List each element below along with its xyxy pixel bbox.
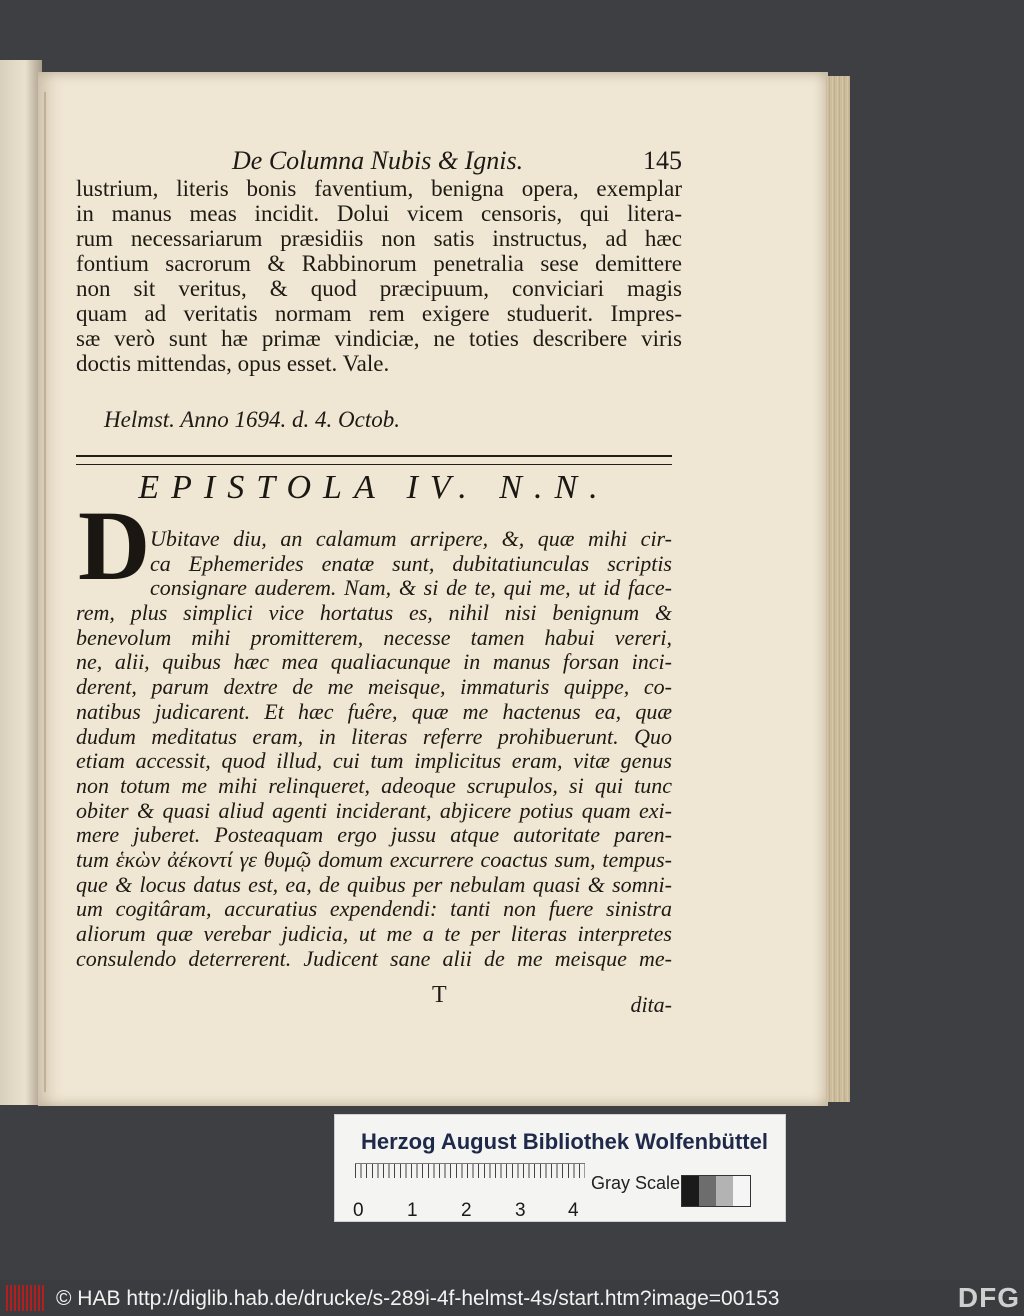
text-line: sæ verò sunt hæ primæ vindiciæ, ne toties describere viris (76, 326, 682, 351)
text-line: aliorum quæ verebar judicia, ut me a te per literas interpretes (76, 922, 672, 946)
dfg-logo: DFG (957, 1282, 1020, 1313)
text-line: Ubitave diu, an calamum arripere, &, quæ mihi cir- (150, 527, 672, 551)
date-signature: Helmst. Anno 1694. d. 4. Octob. (104, 407, 401, 432)
text-line: etiam accessit, quod illud, cui tum implicitus eram, vitæ genus (76, 749, 672, 774)
text-line: fontium sacrorum & Rabbinorum penetralia sese demittere (76, 251, 682, 276)
swatch (682, 1176, 699, 1206)
swatch (733, 1176, 750, 1206)
running-head-title: De Columna Nubis & Ignis. (232, 146, 524, 175)
scale-number: 4 (568, 1200, 579, 1221)
source-link[interactable]: © HAB http://diglib.hab.de/drucke/s-289i-4f-helmst-4s/start.htm?image=00153 (56, 1287, 780, 1310)
scale-number: 3 (515, 1200, 526, 1221)
text-line: non sit veritus, & quod præcipuum, conviciari magis (76, 276, 682, 301)
color-calibration-card (334, 1114, 786, 1222)
text-line: que & locus datus est, ea, de quibus per nebulam quasi & somni- (76, 872, 672, 897)
gray-scale-label: Gray Scale (591, 1173, 681, 1193)
swatch (699, 1176, 716, 1206)
text-line: ca Ephemerides enatæ sunt, dubitatiunculas scriptis (150, 551, 672, 576)
swatch (716, 1176, 733, 1206)
running-head (232, 146, 682, 178)
italic-paragraph (76, 527, 672, 971)
scale-number: 1 (407, 1200, 418, 1221)
signature-mark: T (432, 982, 447, 1008)
text-line: tum ἑκὼν ἀέκοντί γε θυμῷ domum excurrere coactus sum, tempus- (76, 847, 672, 872)
ruler-ticks (355, 1164, 585, 1190)
text-line: obiter & quasi aliud agenti inciderant, abjicere potius quam exi- (76, 798, 672, 823)
double-rule (76, 455, 672, 465)
gray-swatches (681, 1175, 751, 1207)
text-line: consulendo deterrerent. Judicent sane alii de me meisque me- (76, 946, 672, 971)
page-edges (826, 76, 850, 1102)
text-line: consignare auderem. Nam, & si de te, qui me, ut id face- (150, 576, 672, 601)
page-number: 145 (643, 146, 682, 175)
catchword: dita- (630, 992, 672, 1017)
catchword-row (76, 982, 672, 1022)
text-line: mere juberet. Posteaquam ergo jussu atque autoritate paren- (76, 823, 672, 848)
scale-ruler (355, 1163, 585, 1194)
library-name: Herzog August Bibliothek Wolfenbüttel (361, 1129, 768, 1154)
scale-number: 2 (461, 1200, 472, 1221)
text-line: lustrium, literis bonis faventium, benigna opera, exemplar (76, 176, 682, 201)
gutter-shadow (44, 92, 46, 1092)
text-line: quam ad veritatis normam rem exigere studuerit. Impres- (76, 301, 682, 326)
text-line: ne, alii, quibus hæc mea qualiacunque in manus forsan inci- (76, 650, 672, 675)
text-line: derent, parum dextre de me meisque, immaturis quippe, co- (76, 675, 672, 700)
text-line: um cogitâram, accuratius expendendi: tanti non fuere sinistra (76, 897, 672, 922)
scale-number: 0 (353, 1200, 364, 1221)
text-line: non totum me mihi relinqueret, adeoque scrupulos, si qui tunc (76, 773, 672, 798)
text-line: in manus meas incidit. Dolui vicem censoris, qui litera- (76, 201, 682, 226)
footer-bar (0, 1280, 1024, 1316)
text-line: rum necessariarum præsidiis non satis instructus, ad hæc (76, 226, 682, 251)
epistola-heading: EPISTOLA IV. N.N. (138, 469, 610, 506)
roman-paragraph (76, 176, 682, 376)
text-line: dudum meditatus eram, in literas referre prohibuerunt. Quo (76, 724, 672, 749)
hab-logo-icon (6, 1285, 46, 1311)
drop-cap: D (78, 490, 151, 601)
text-line: benevolum mihi promitterem, necesse tamen habui vereri, (76, 625, 672, 650)
text-line: rem, plus simplici vice hortatus es, nihil nisi benignum & (76, 601, 672, 626)
text-line: doctis mittendas, opus esset. Vale. (76, 351, 390, 376)
text-line: natibus judicarent. Et hæc fuêre, quæ me hactenus ea, quæ (76, 699, 672, 724)
facing-page-edge (0, 60, 42, 1105)
